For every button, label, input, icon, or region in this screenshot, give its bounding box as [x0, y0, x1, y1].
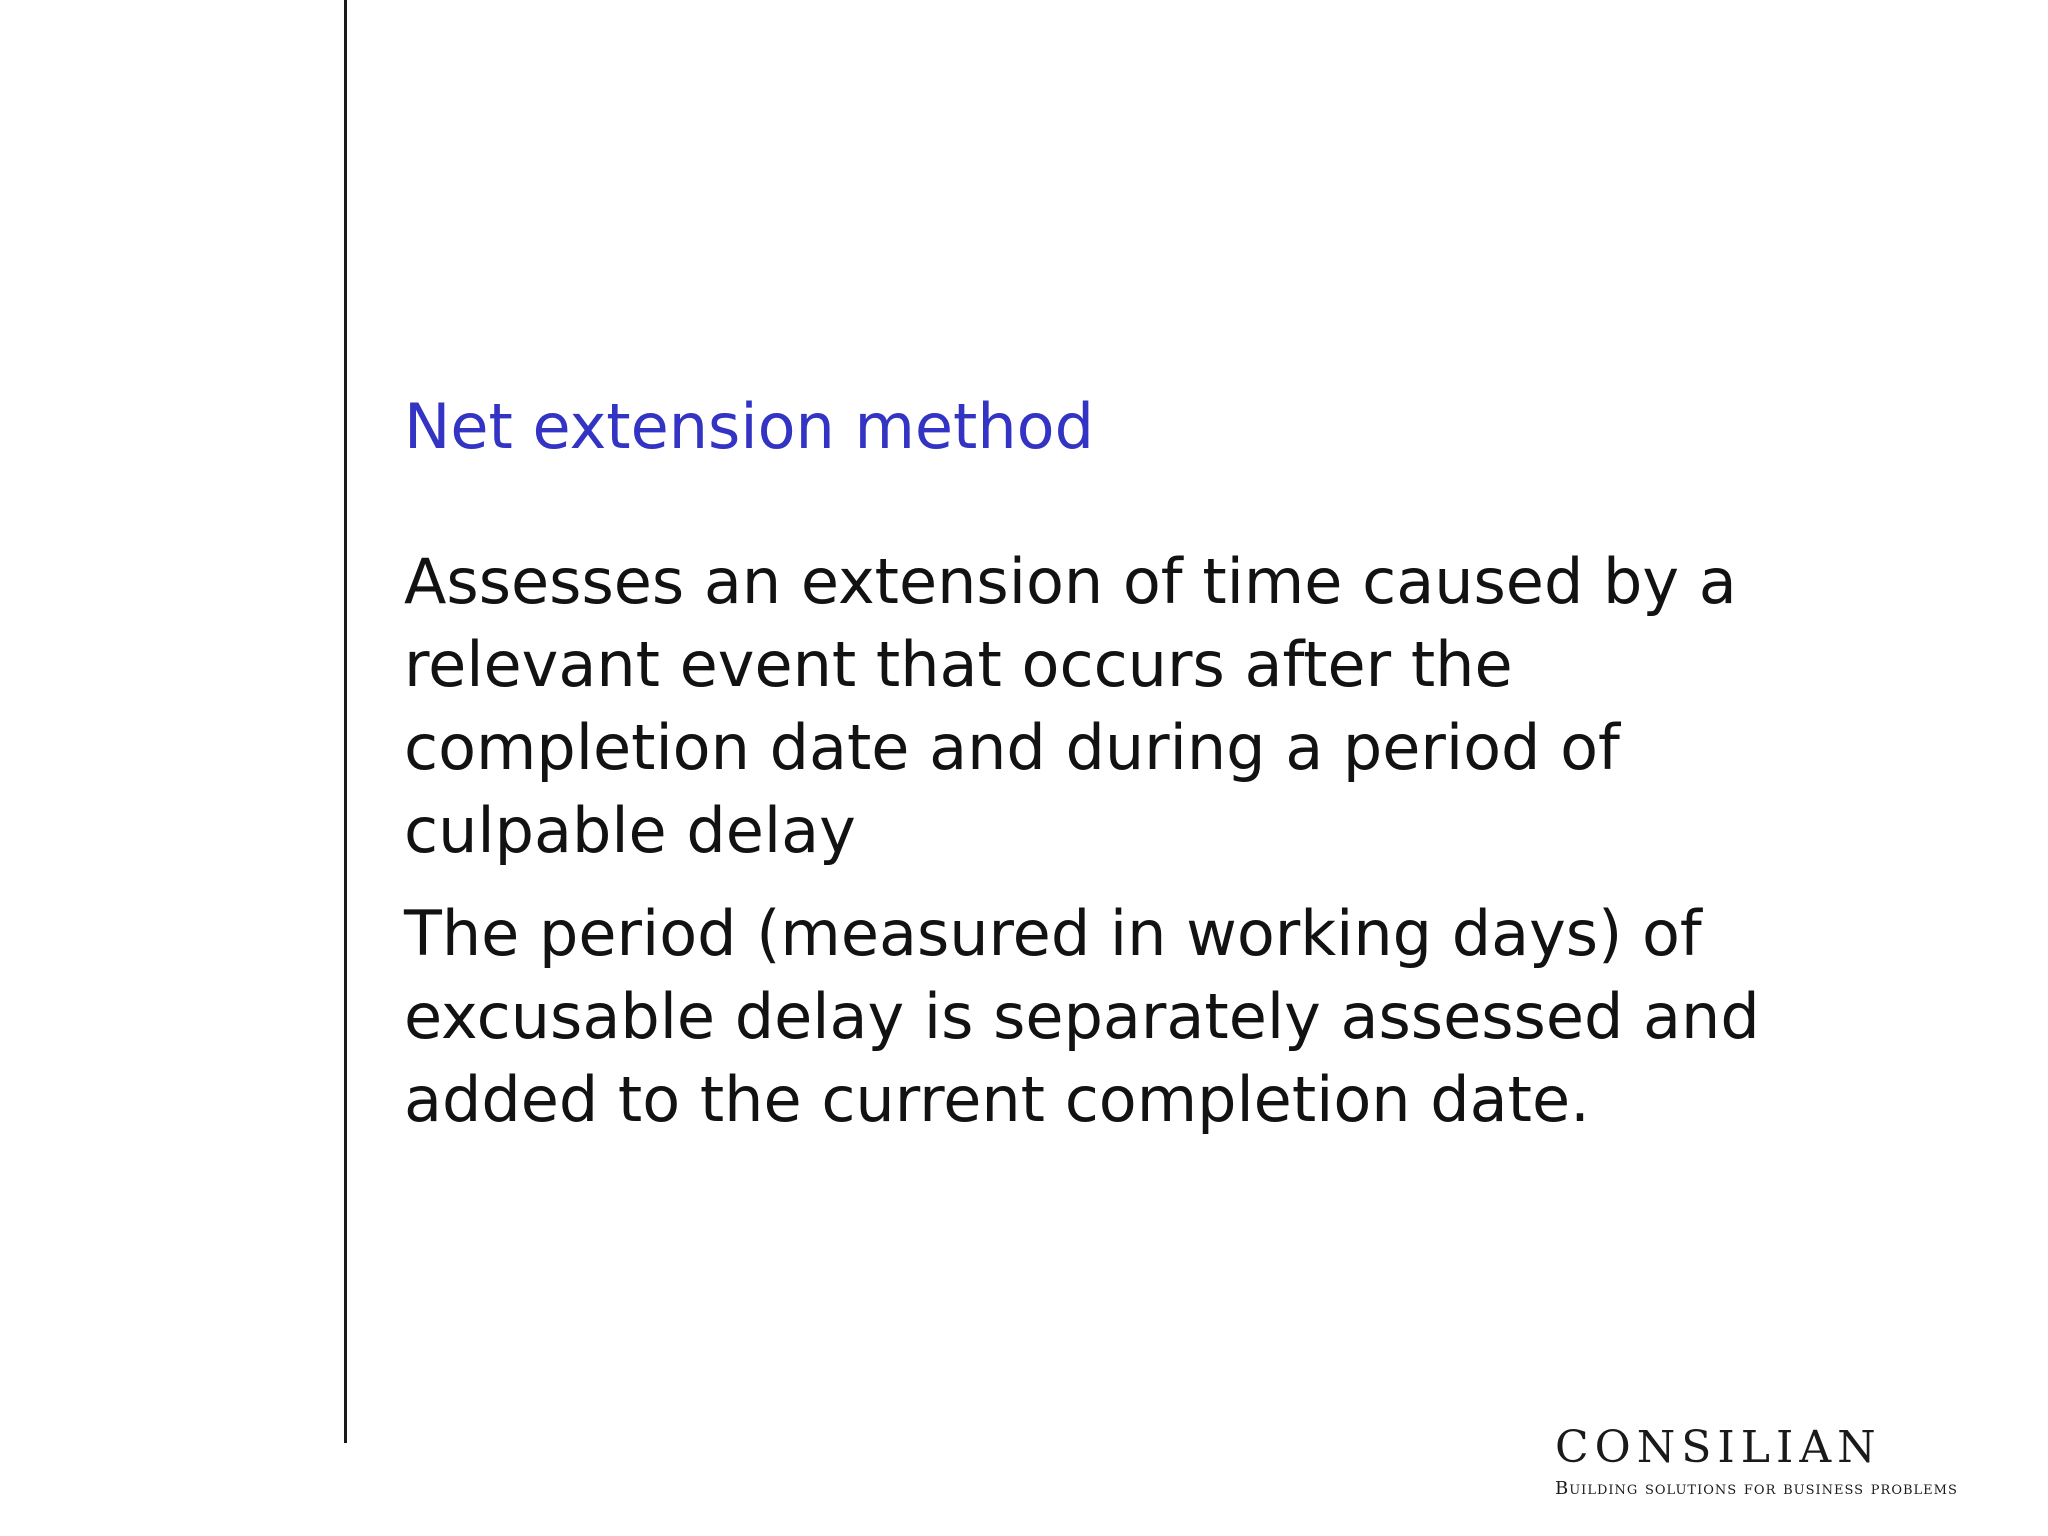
vertical-divider-line	[344, 0, 347, 1443]
slide-title: Net extension method	[404, 390, 1094, 463]
slide-body	[404, 540, 1764, 1161]
consilian-logo	[1555, 1420, 1995, 1502]
body-paragraph-1: Assesses an extension of time caused by a relevant event that occurs after the completion date and during a period of culpable delay	[404, 545, 1737, 867]
logo-tagline: Building solutions for business problems	[1555, 1478, 1958, 1499]
logo-name: CONSILIAN	[1555, 1422, 1882, 1473]
body-paragraph-2: The period (measured in working days) of excusable delay is separately assessed and added to the current completion date.	[404, 897, 1760, 1136]
